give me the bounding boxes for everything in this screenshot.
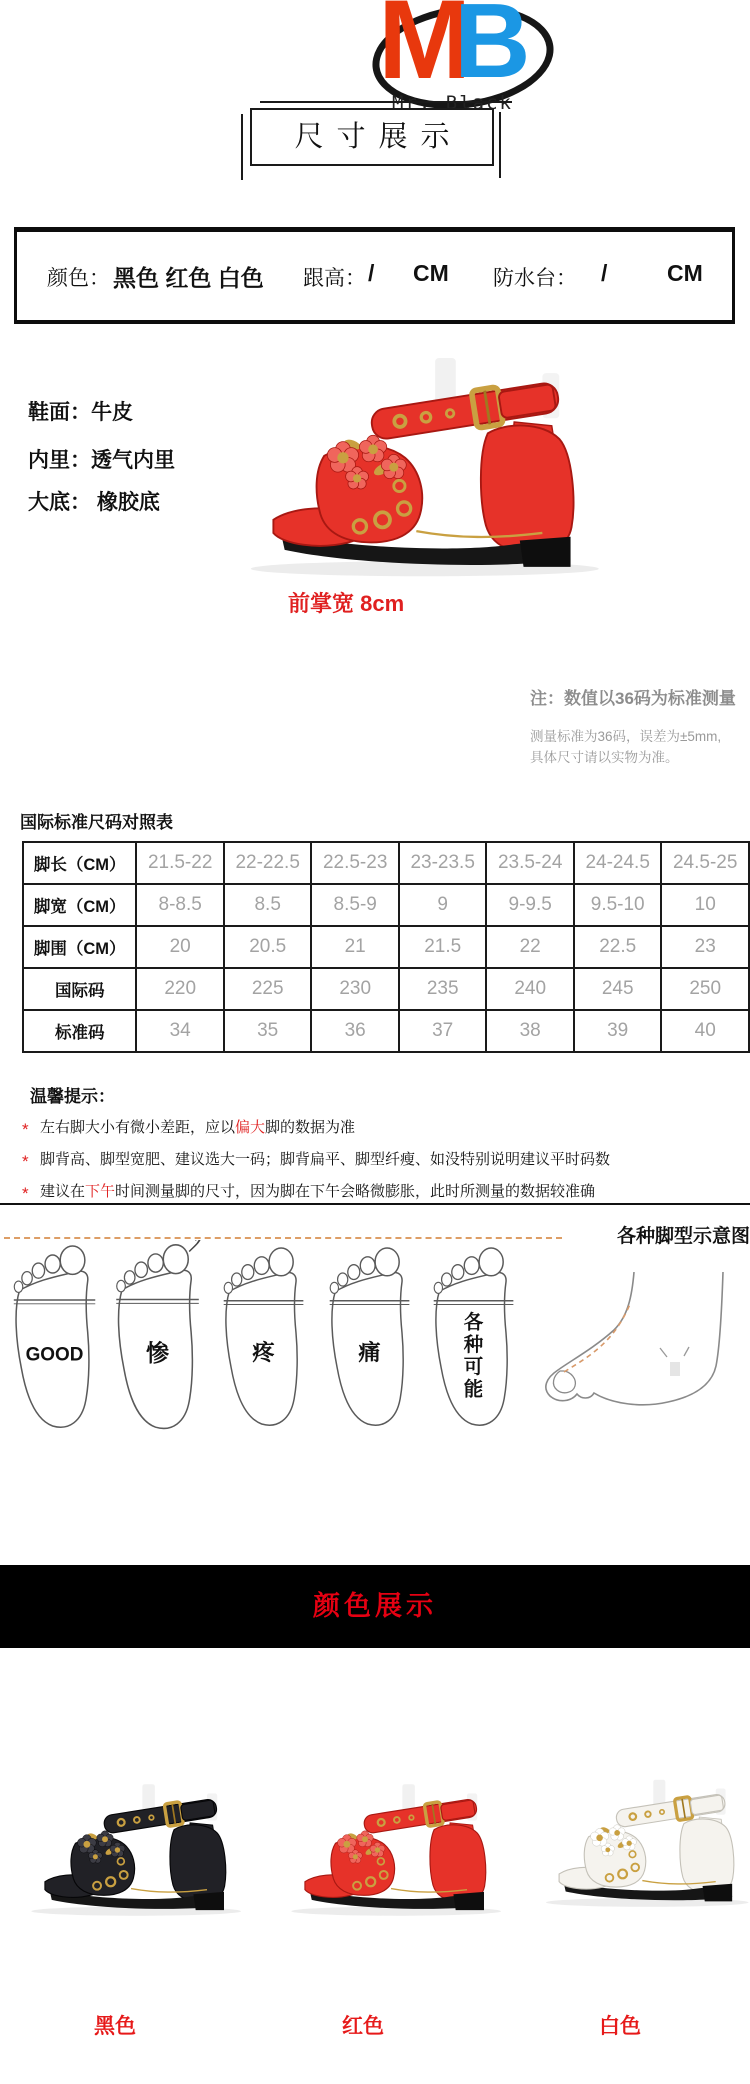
table-cell: 21.5-22 [136, 842, 224, 884]
product-photo-red-sandal [232, 335, 627, 580]
tip-text: 脚的数据为准 [265, 1119, 356, 1136]
svg-text:惨: 惨 [146, 1339, 170, 1366]
note-line-1: 测量标准为36码，误差为±5mm, [530, 729, 722, 744]
section-title-box [250, 108, 494, 166]
table-cell: 235 [399, 968, 486, 1010]
heel-label: 跟高： [303, 267, 366, 290]
table-cell: 23 [661, 926, 749, 968]
table-cell: 225 [224, 968, 311, 1010]
forefoot-width-caption: 前掌宽 8cm [288, 591, 405, 616]
foot-diagram-5 [430, 1240, 518, 1432]
row-header: 脚围（CM） [23, 926, 136, 968]
toe-alignment-dashed-line [4, 1237, 562, 1239]
platform-value: / [601, 260, 608, 286]
title-box-overline [260, 101, 512, 103]
tip-bullet: * [22, 1184, 29, 1203]
tip-bullet: * [22, 1120, 29, 1139]
tip-text-highlight: 偏大 [235, 1119, 266, 1136]
color-label-black: 黑色 [94, 2015, 136, 2038]
color-photo-black [20, 1768, 258, 1918]
table-cell: 9-9.5 [486, 884, 574, 926]
size-chart-title: 国际标准尺码对照表 [20, 813, 173, 832]
table-row [23, 884, 749, 926]
table-cell: 9 [399, 884, 486, 926]
measurement-note [530, 684, 745, 768]
tip-item [22, 1181, 728, 1202]
table-cell: 36 [311, 1010, 399, 1052]
color-value: 黑色 红色 白色 [113, 265, 264, 291]
table-cell: 22.5 [574, 926, 661, 968]
foot-diagram-4 [326, 1240, 414, 1432]
svg-text:各种可能: 各种可能 [463, 1311, 484, 1401]
spec-lining-value: 透气内里 [91, 449, 175, 472]
table-cell: 21 [311, 926, 399, 968]
title-box-left-bar [241, 114, 243, 180]
color-banner-title: 颜色展示 [313, 1591, 437, 1621]
table-cell: 22-22.5 [224, 842, 311, 884]
logo-subtitle: Mr. Black [392, 92, 513, 114]
spec-sole [28, 486, 160, 516]
color-label-red: 红色 [342, 2015, 384, 2038]
tip-text: 建议在 [40, 1183, 86, 1200]
table-cell: 22.5-23 [311, 842, 399, 884]
table-cell: 8.5 [224, 884, 311, 926]
row-header: 标准码 [23, 1010, 136, 1052]
color-photo-white [535, 1764, 750, 1909]
section-divider [0, 1203, 750, 1205]
spec-upper-value: 牛皮 [91, 401, 133, 424]
tip-text: 左右脚大小有微小差距，应以 [40, 1119, 236, 1136]
row-header: 国际码 [23, 968, 136, 1010]
table-cell: 24-24.5 [574, 842, 661, 884]
size-chart-table [22, 841, 750, 1053]
table-cell: 250 [661, 968, 749, 1010]
table-cell: 34 [136, 1010, 224, 1052]
table-cell: 37 [399, 1010, 486, 1052]
tip-bullet: * [22, 1152, 29, 1171]
tip-item [22, 1149, 728, 1170]
table-cell: 22 [486, 926, 574, 968]
logo-letter-m: M [378, 0, 466, 102]
tip-item [22, 1117, 728, 1138]
tip-text: 时间测量脚的尺寸，因为脚在下午会略微膨胀，此时所测量的数据较准确 [115, 1183, 596, 1200]
page-title: 尺寸展示 [294, 121, 463, 153]
table-row [23, 968, 749, 1010]
color-section-banner [0, 1565, 750, 1648]
table-cell: 23.5-24 [486, 842, 574, 884]
tips-section [22, 1082, 728, 1213]
tips-list [22, 1117, 728, 1202]
color-label: 颜色： [47, 267, 110, 290]
foot-diagram-3 [220, 1240, 308, 1432]
svg-text:GOOD: GOOD [25, 1344, 84, 1366]
foot-diagram-2 [112, 1240, 204, 1432]
table-cell: 8-8.5 [136, 884, 224, 926]
spec-sole-value: 橡胶底 [96, 491, 160, 514]
table-cell: 20 [136, 926, 224, 968]
logo-letter-b: B [454, 0, 531, 100]
foot-diagram-1 [10, 1240, 100, 1432]
spec-sole-label: 大底： [28, 491, 91, 514]
title-box-right-bar [499, 112, 501, 178]
table-cell: 40 [661, 1010, 749, 1052]
note-title: 注：数值以36码为标准测量 [530, 689, 736, 708]
table-cell: 230 [311, 968, 399, 1010]
foot-side-view-diagram [542, 1272, 742, 1427]
row-header: 脚长（CM） [23, 842, 136, 884]
table-cell: 20.5 [224, 926, 311, 968]
table-cell: 245 [574, 968, 661, 1010]
svg-text:痛: 痛 [358, 1340, 381, 1366]
heel-value: / [368, 260, 375, 286]
table-cell: 21.5 [399, 926, 486, 968]
brand-logo [358, 0, 563, 122]
table-cell: 35 [224, 1010, 311, 1052]
table-cell: 8.5-9 [311, 884, 399, 926]
table-cell: 39 [574, 1010, 661, 1052]
tip-text: 脚背高、脚型宽肥、建议选大一码；脚背扁平、脚型纤瘦、如没特别说明建议平时码数 [40, 1151, 611, 1168]
tip-text-highlight: 下午 [85, 1183, 116, 1200]
product-attributes-bar [14, 227, 735, 324]
table-cell: 220 [136, 968, 224, 1010]
platform-unit: CM [667, 260, 703, 286]
table-cell: 23-23.5 [399, 842, 486, 884]
svg-text:疼: 疼 [252, 1340, 275, 1366]
table-row [23, 1010, 749, 1052]
table-cell: 24.5-25 [661, 842, 749, 884]
table-cell: 240 [486, 968, 574, 1010]
platform-label: 防水台： [493, 267, 577, 290]
table-row [23, 842, 749, 884]
table-cell: 38 [486, 1010, 574, 1052]
note-line-2: 具体尺寸请以实物为准。 [530, 750, 679, 765]
row-header: 脚宽（CM） [23, 884, 136, 926]
table-row [23, 926, 749, 968]
tips-title: 温馨提示： [30, 1087, 115, 1106]
foot-types-title: 各种脚型示意图 [617, 1226, 750, 1247]
spec-upper-label: 鞋面： [28, 401, 91, 424]
color-photo-red [280, 1768, 518, 1918]
spec-upper [28, 396, 133, 426]
table-cell: 10 [661, 884, 749, 926]
spec-lining-label: 内里： [28, 449, 91, 472]
table-cell: 9.5-10 [574, 884, 661, 926]
heel-unit: CM [413, 260, 449, 286]
color-label-white: 白色 [599, 2015, 641, 2038]
spec-lining [28, 444, 175, 474]
